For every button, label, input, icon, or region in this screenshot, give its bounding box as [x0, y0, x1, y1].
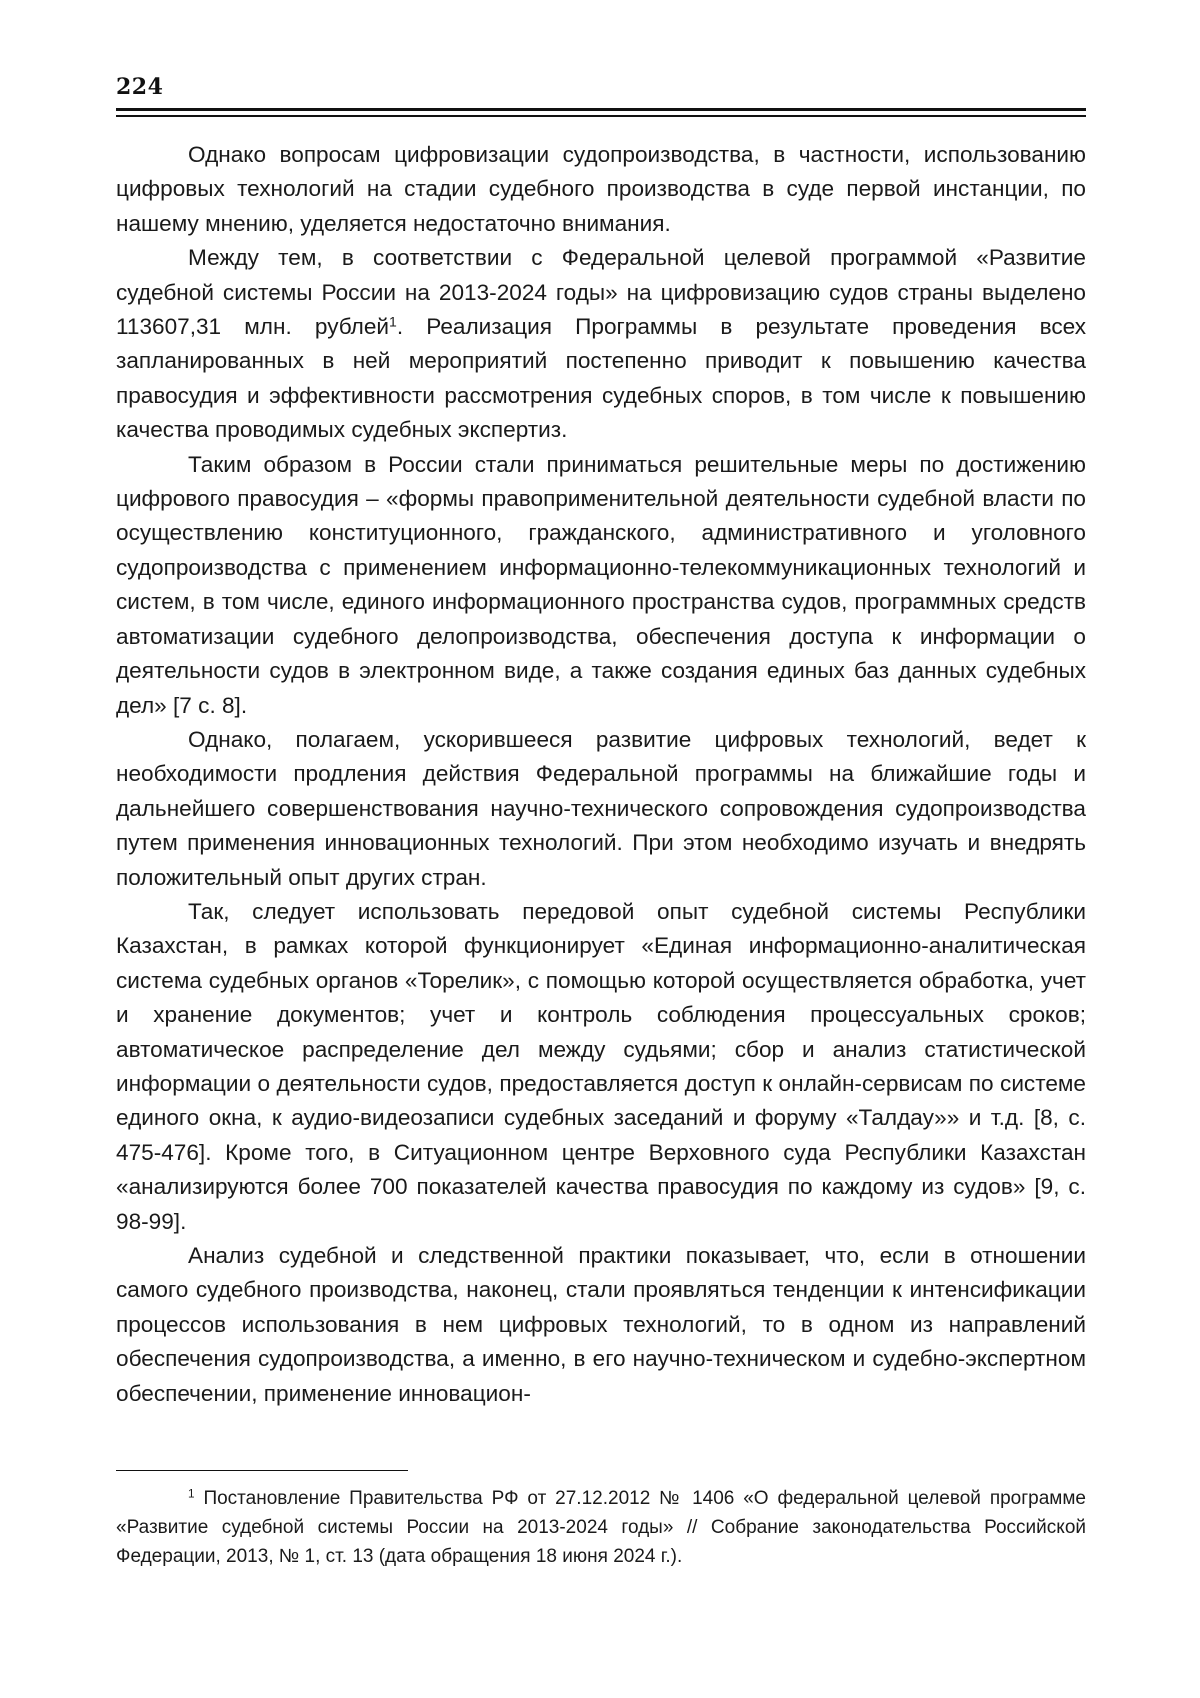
header-double-rule: [116, 108, 1086, 117]
paragraph-6: Анализ судебной и следственной практики показывает, что, если в отношении самого судебного производства, наконец, стали проявляться тенденции к интенсификации процессов использования в нем цифровых технологий, то в одном из направлений обеспечения судопроизводства, а именно, в его научно-техническом и судебно-экспертном обеспечении, применение инновацион-: [116, 1243, 1086, 1406]
footnote-text: Постановление Правительства РФ от 27.12.2012 № 1406 «О федеральной целевой программе «Развитие судебной системы России на 2013-2024 годы» // Собрание законодательства Российской Федерации, 2013, № 1, ст. 13 (дата обращения 18 июня 2024 г.).: [116, 1488, 1086, 1567]
footnote: [116, 1484, 1086, 1571]
paragraph-2: [116, 241, 1086, 447]
paragraph-2-text-before: Между тем, в соответствии с Федеральной целевой программой «Развитие судебной системы России на 2013-2024 годы» на цифровизацию судов страны выделено 113607,31 млн. рублей: [116, 245, 1086, 340]
paragraph-3: Таким образом в России стали приниматься решительные меры по достижению цифрового правосудия – «формы правоприменительной деятельности судебной власти по осуществлению конституционного, гражданского, административного и уголовного судопроизводства с применением информационно-телекоммуникационных технологий и систем, в том числе, единого информационного пространства судов, программных средств автоматизации судебного делопроизводства, обеспечения доступа к информации о деятельности судов в электронном виде, а также создания единых баз данных судебных дел» [7 с. 8].: [116, 451, 1086, 718]
footnote-mark: 1: [188, 1487, 195, 1501]
paragraph-4: Однако, полагаем, ускорившееся развитие цифровых технологий, ведет к необходимости продления действия Федеральной программы на ближайшие годы и дальнейшего совершенствования научно-технического сопровождения судопроизводства путем применения инновационных технологий. При этом необходимо изучать и внедрять положительный опыт других стран.: [116, 726, 1086, 890]
footnote-reference-1[interactable]: 1: [389, 313, 397, 330]
paragraph-5: Так, следует использовать передовой опыт судебной системы Республики Казахстан, в рамках которой функционирует «Единая информационно-аналитическая система судебных органов «Торелик», с помощью которой осуществляется обработка, учет и хранение документов; учет и контроль соблюдения процессуальных сроков; автоматическое распределение дел между судьями; сбор и анализ статистической информации о деятельности судов, предоставляется доступ к онлайн-сервисам по системе единого окна, к аудио-видеозаписи судебных заседаний и форуму «Талдау»» и т.д. [8, с. 475-476]. Кроме того, в Ситуационном центре Верховного суда Республики Казахстан «анализируются более 700 показателей качества правосудия по каждому из судов» [9, с. 98-99].: [116, 898, 1086, 1234]
footnote-separator: [116, 1470, 408, 1471]
paragraph-2-text-after: . Реализация Программы в результате проведения всех запланированных в ней мероприятий постепенно приводит к повышению качества правосудия и эффективности рассмотрения судебных споров, в том числе к повышению качества проводимых судебных экспертиз.: [116, 314, 1086, 443]
paragraph-1: Однако вопросам цифровизации судопроизводства, в частности, использованию цифровых технологий на стадии судебного производства в суде первой инстанции, по нашему мнению, уделяется недостаточно внимания.: [116, 142, 1086, 236]
footnote-1: [116, 1484, 1086, 1571]
page-number: 224: [116, 74, 164, 100]
body-text: [116, 138, 1086, 1411]
